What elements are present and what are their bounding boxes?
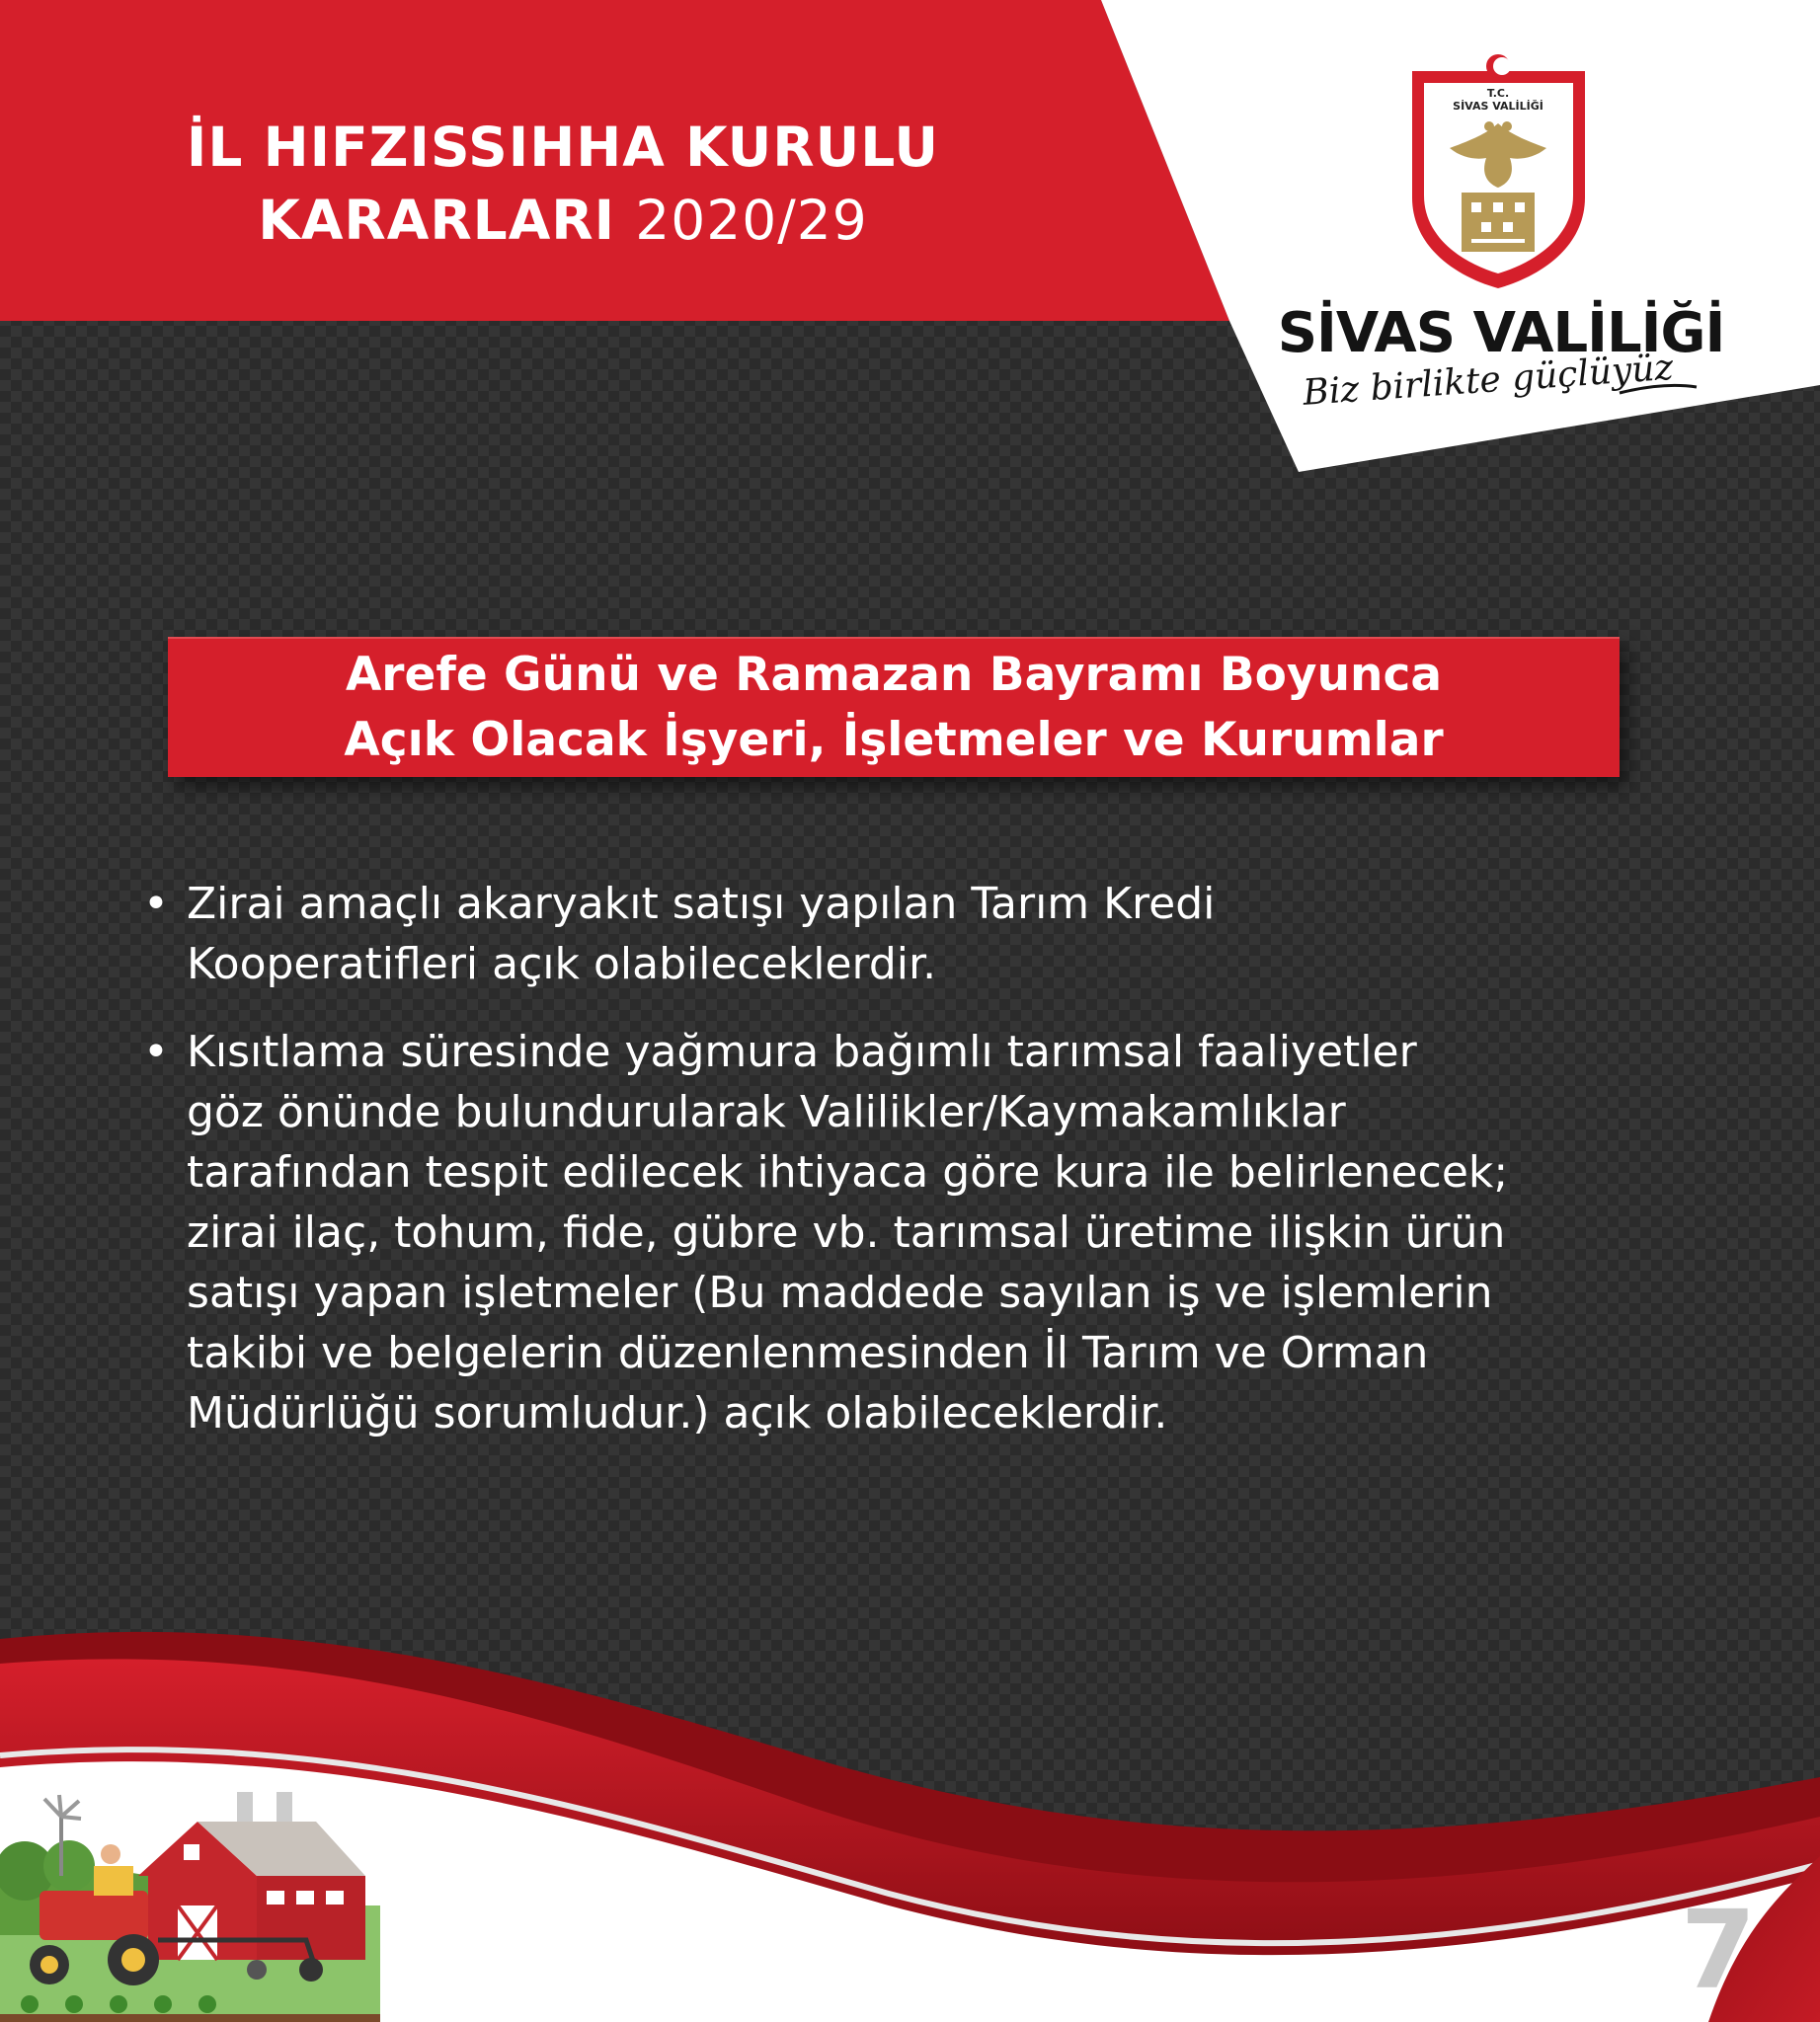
list-item-line: göz önünde bulundurularak Valilikler/Kaymakamlıklar [187, 1087, 1346, 1137]
barn-icon [138, 1792, 365, 1960]
banner-line-1: Arefe Günü ve Ramazan Bayramı Boyunca [345, 648, 1443, 702]
list-item-line: zirai ilaç, tohum, fide, gübre vb. tarımsal üretime ilişkin ürün [187, 1207, 1506, 1258]
bullet-icon: • [143, 879, 169, 929]
emblem-text-name: SİVAS VALİLİĞİ [1453, 100, 1543, 113]
list-item-line: satışı yapan işletmeler (Bu maddede sayılan iş ve işlemlerin [187, 1268, 1493, 1318]
list-item-line: takibi ve belgelerin düzenlenmesinden İl Tarım ve Orman [187, 1328, 1429, 1378]
list-item-line: tarafından tespit edilecek ihtiyaca göre kura ile belirlenecek; [187, 1147, 1509, 1198]
bullet-icon: • [143, 1027, 169, 1077]
list-item-line: Müdürlüğü sorumludur.) açık olabileceklerdir. [187, 1388, 1168, 1439]
title-year: 2020/29 [635, 189, 868, 252]
title-line-2-prefix: KARARLARI [258, 189, 616, 252]
brand-name: SİVAS VALİLİĞİ [1277, 301, 1725, 365]
emblem-text-top: T.C. [1486, 87, 1510, 100]
banner-line-2: Açık Olacak İşyeri, İşletmeler ve Kurumlar [344, 713, 1444, 767]
slogan: Biz birlikte güçlüyüz [1302, 347, 1675, 414]
list-item-line: Zirai amaçlı akaryakıt satışı yapılan Tarım Kredi [187, 879, 1216, 929]
page-number: 7 [1680, 1887, 1757, 2013]
list-item-line: Kooperatifleri açık olabileceklerdir. [187, 939, 937, 989]
title-line-1: İL HIFZISSIHHA KURULU [186, 116, 940, 179]
list-item-line: Kısıtlama süresinde yağmura bağımlı tarımsal faaliyetler [187, 1027, 1417, 1077]
